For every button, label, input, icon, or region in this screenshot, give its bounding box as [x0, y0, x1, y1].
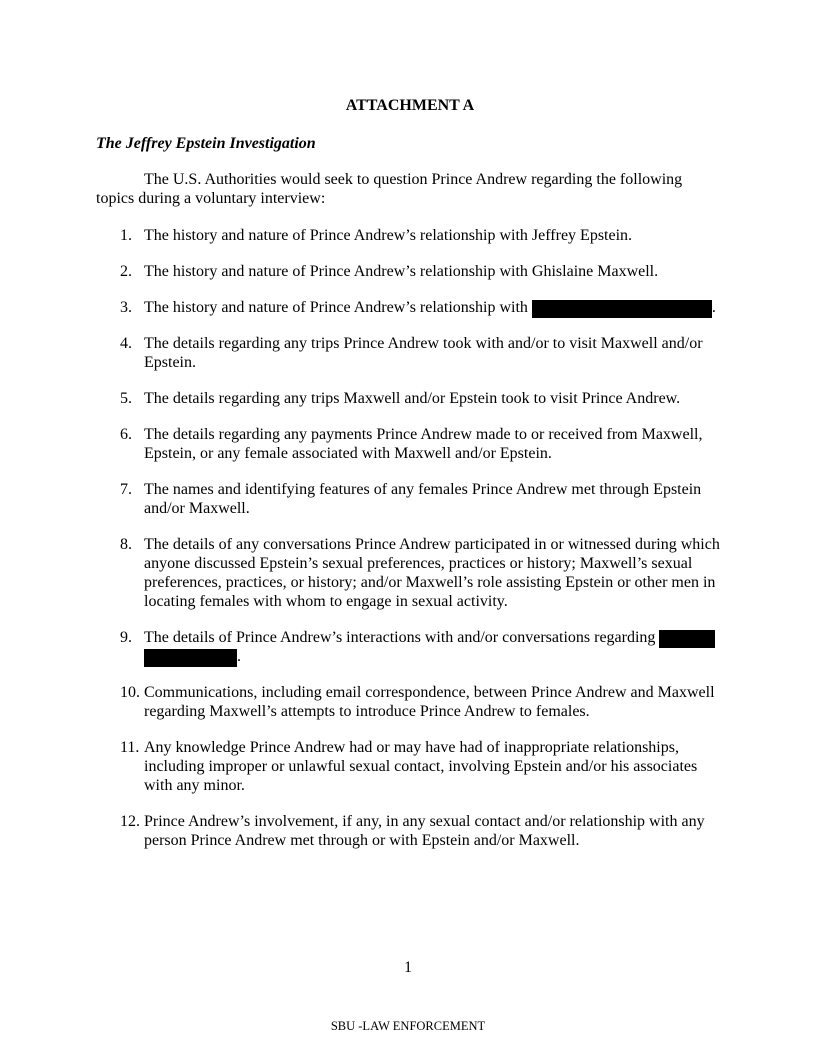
- section-heading: The Jeffrey Epstein Investigation: [96, 135, 316, 152]
- item-text: [144, 298, 724, 317]
- list-item-5: [120, 389, 724, 408]
- item-text: The details of any conversations Prince Andrew participated in or witnessed during which anyone discussed Epstein’s sexual preferences, practices or history; Maxwell’s sexual preferences, practices, or history; and/or Maxwell’s role assisting Epstein or other men in locating females with whom to engage in sexual activity.: [144, 536, 720, 610]
- item-text: The details regarding any trips Maxwell and/or Epstein took to visit Prince Andrew.: [144, 390, 681, 407]
- item-number: 12.: [120, 813, 140, 830]
- item-number: 5.: [120, 390, 132, 407]
- item-text: The details regarding any payments Prince Andrew made to or received from Maxwell, Epstein, or any female associated with Maxwell and/or Epstein.: [144, 426, 703, 462]
- item-text: Communications, including email correspondence, between Prince Andrew and Maxwell regarding Maxwell’s attempts to introduce Prince Andrew to females.: [144, 684, 715, 720]
- list-item-1: [120, 226, 724, 245]
- item-number: 2.: [120, 263, 132, 280]
- item-number: 1.: [120, 227, 132, 244]
- document-title: ATTACHMENT A: [345, 97, 475, 114]
- list-item-12: [120, 812, 724, 850]
- list-item-9-redacted: [120, 628, 724, 666]
- item-number: 7.: [120, 481, 132, 498]
- redaction-box: [144, 649, 237, 667]
- redaction-box: [659, 630, 715, 648]
- intro-paragraph: The U.S. Authorities would seek to question Prince Andrew regarding the following topics during a voluntary interview:: [96, 171, 683, 207]
- page-number: 1: [404, 959, 412, 976]
- item-text: Any knowledge Prince Andrew had or may have had of inappropriate relationships, including improper or unlawful sexual contact, involving Epstein and/or his associates with any minor.: [144, 739, 698, 794]
- item-text-segment: The history and nature of Prince Andrew’s relationship with: [144, 299, 532, 316]
- list-item-7: [120, 480, 724, 518]
- list-item-8: [120, 535, 724, 611]
- item-text: [144, 628, 724, 666]
- item-text-segment: The details of Prince Andrew’s interactions with and/or conversations regarding: [144, 629, 660, 646]
- list-item-2: [120, 262, 724, 281]
- item-text: The details regarding any trips Prince Andrew took with and/or to visit Maxwell and/or Epstein.: [144, 335, 703, 371]
- list-item-11: [120, 738, 724, 795]
- item-number: 4.: [120, 335, 132, 352]
- item-number: 3.: [120, 299, 132, 316]
- list-item-3-redacted: [120, 298, 724, 317]
- item-number: 10.: [120, 684, 140, 701]
- item-number: 9.: [120, 629, 132, 646]
- list-item-4: [120, 334, 724, 372]
- list-item-6: [120, 425, 724, 463]
- redaction-box: [532, 300, 712, 318]
- item-text-segment: .: [237, 648, 241, 665]
- item-text: The history and nature of Prince Andrew’s relationship with Jeffrey Epstein.: [144, 227, 633, 244]
- item-number: 8.: [120, 536, 132, 553]
- item-text: The names and identifying features of any females Prince Andrew met through Epstein and/or Maxwell.: [144, 481, 702, 517]
- item-text-segment: .: [711, 299, 716, 316]
- item-number: 6.: [120, 426, 132, 443]
- item-text: The history and nature of Prince Andrew’s relationship with Ghislaine Maxwell.: [144, 263, 659, 280]
- item-text: Prince Andrew’s involvement, if any, in any sexual contact and/or relationship with any person Prince Andrew met through or with Epstein and/or Maxwell.: [144, 813, 705, 849]
- item-text-line: [144, 629, 715, 646]
- footer-classification-marking: SBU -LAW ENFORCEMENT: [330, 1019, 486, 1033]
- topic-list: [120, 226, 724, 850]
- list-item-10: [120, 683, 724, 721]
- item-number: 11.: [120, 739, 140, 756]
